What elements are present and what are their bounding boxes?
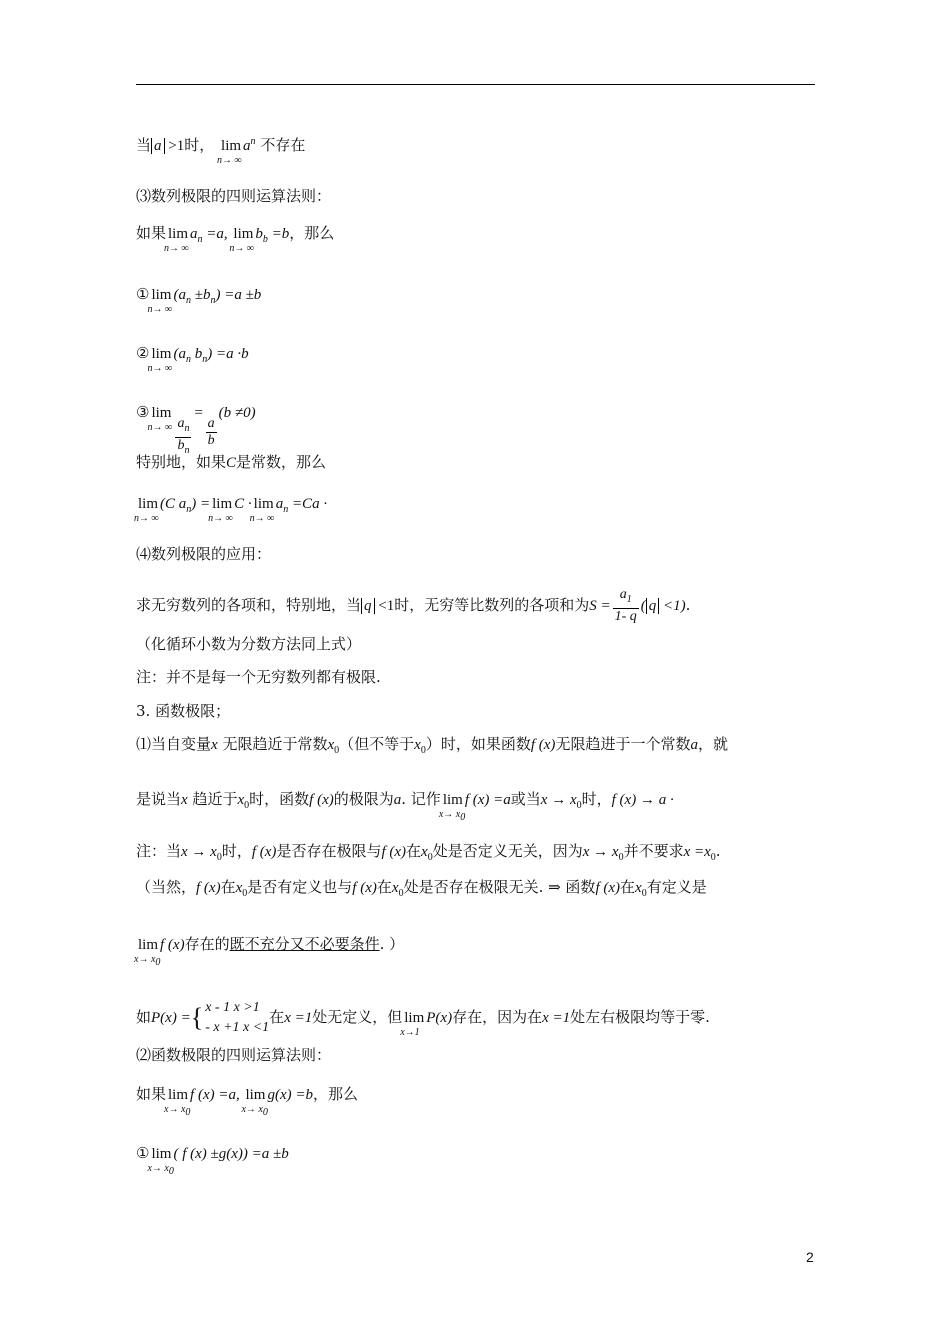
header-rule	[136, 84, 815, 85]
function-limit-definition-2: 是说当x 趋近于$x_0$时，函数f (x)的极限为a. 记作 lim $x\to x_0$ f (x) =a或当$x \to x_0$时，f (x) → a ·	[136, 790, 674, 823]
example-piecewise: 如P(x) ={ x - 1 x >1 - x +1 x <1 在x =1处无定义，但 lim x→1 P(x)存在，因为在x =1处左右极限均等于零.	[136, 1000, 710, 1038]
page-number: 2	[806, 1249, 814, 1265]
line-infinite-series: 求无穷数列的各项和，特别地，当 q <1时，无穷等比数列的各项和为S = $\frac{a_1}{1- q}$ ( q <1).	[136, 587, 691, 624]
note-function-limit-1: 注：当$x \to x_0$时，f (x)是否存在极限与f (x)在$x_0$处是否定义无关，因为$x \to x_0$并不要求$x =x_0$.	[136, 842, 721, 863]
note-function-limit-3: lim $x\to x_0$ f (x)存在的既不充分又不必要条件. ）	[134, 935, 405, 968]
note-repeating-decimal: （化循环小数为分数方法同上式）	[136, 635, 362, 653]
rule-1-sum: ① lim n→ ∞ $(a_n \pm b_n) =a \pm b$	[136, 285, 262, 315]
section-function-limit: 3. 函数极限；	[136, 702, 231, 720]
line-a-gt-1: 当 a >1时， lim n→ ∞ $a^n$ 不存在	[136, 136, 306, 166]
line-if-functions: 如果 lim $x\to x_0$ f (x) =a, lim $x\to x_0$ g(x) =b，那么	[136, 1085, 359, 1118]
note-no-limit: 注：并不是每一个无穷数列都有极限.	[136, 668, 381, 686]
section-function-rules: ⑵函数极限的四则运算法则：	[136, 1046, 332, 1064]
section-3-title: ⑶数列极限的四则运算法则：	[136, 187, 332, 205]
note-function-limit-2: （当然，f (x)在$x_0$是否有定义也与f (x)在$x_0$处是否存在极限无关. ⇒ 函数f (x)在$x_0$有定义是	[136, 878, 707, 899]
section-4-title: ⑷数列极限的应用：	[136, 545, 272, 563]
rule-2-product: ② lim n→ ∞ ($a_n$ $b_n) =a \cdot b$	[136, 344, 249, 374]
underlined-condition: 既不充分又不必要条件	[229, 935, 380, 953]
rule-3-quotient: ③ lim n→ ∞ $\frac{a_n}{b_n}$ = $\frac{a}{b}$ (b ≠0)	[136, 403, 256, 456]
function-limit-definition-1: ⑴当自变量x 无限趋近于常数$x_0$（但不等于$x_0$）时，如果函数f (x)无限趋进于一个常数a，就	[136, 735, 728, 756]
formula-constant-limit: lim n→ ∞ (C $a_n) = \lim$ n→ ∞ C · lim n→ ∞ $a_n =Ca$ ·	[134, 496, 328, 524]
line-special-constant: 特别地，如果C是常数，那么	[136, 453, 327, 471]
line-if-sequences: 如果 lim n→ ∞ $a_n =a$, lim n→ ∞ $b_b =b$，那么	[136, 224, 335, 254]
function-rule-1-sum: ① lim $x\to x_0$ ( f (x) ±g(x)) =a ±b	[136, 1144, 289, 1177]
